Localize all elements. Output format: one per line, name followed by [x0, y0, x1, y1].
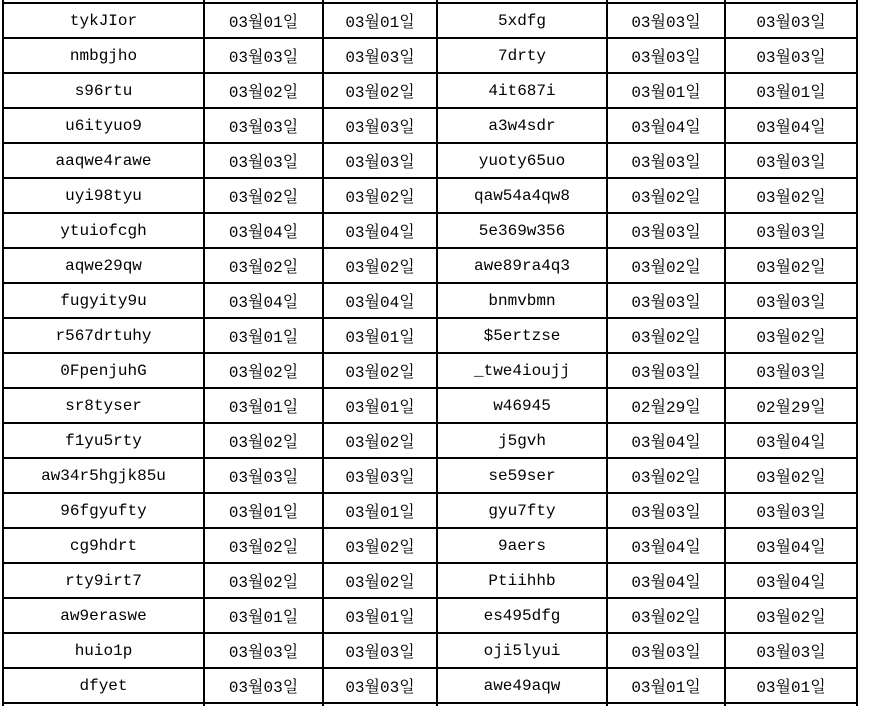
table-row — [4, 249, 858, 284]
cell-date-left-2[interactable]: 03월02일 — [324, 354, 438, 389]
cell-name-right[interactable]: a3w4sdr — [438, 109, 608, 144]
table-row — [4, 459, 858, 494]
cell-date-left-1[interactable]: 03월03일 — [205, 39, 324, 74]
cell-date-left-1[interactable]: 03월01일 — [205, 4, 324, 39]
cell-date-left-1[interactable]: 03월03일 — [205, 634, 324, 669]
cell-date-left-2[interactable]: 03월01일 — [324, 319, 438, 354]
cell-date-left-2[interactable]: 03월03일 — [324, 144, 438, 179]
cell-date-left-2[interactable]: 03월03일 — [324, 669, 438, 704]
cell-name-left[interactable]: ytuiofcgh — [4, 214, 205, 249]
cell-date-right-1[interactable]: 03월03일 — [608, 39, 726, 74]
cell-date-left-2[interactable]: 03월01일 — [324, 389, 438, 424]
cell-date-left-2[interactable]: 03월03일 — [324, 109, 438, 144]
cell-name-right[interactable]: _twe4ioujj — [438, 354, 608, 389]
cell-name-right[interactable]: w46945 — [438, 389, 608, 424]
cell-date-right-1[interactable]: 03월03일 — [608, 634, 726, 669]
cell-date-left-2[interactable]: 03월01일 — [324, 4, 438, 39]
cell-date-right-1[interactable]: 03월01일 — [608, 669, 726, 704]
table-row — [4, 74, 858, 109]
cell-date-right-1[interactable]: 03월02일 — [608, 249, 726, 284]
cell-date-right-2[interactable]: 03월04일 — [726, 564, 858, 599]
cell-date-right-1[interactable]: 03월04일 — [608, 564, 726, 599]
cell-name-left[interactable]: cg9hdrt — [4, 529, 205, 564]
table-row — [4, 529, 858, 564]
cell-date-left-2[interactable]: 03월02일 — [324, 564, 438, 599]
cell-name-left[interactable]: aw34r5hgjk85u — [4, 459, 205, 494]
cell-name-right[interactable]: awe49aqw — [438, 669, 608, 704]
cell-date-right-1[interactable]: 03월03일 — [608, 354, 726, 389]
cell-date-left-2[interactable]: 03월02일 — [324, 179, 438, 214]
cell-date-left-1[interactable]: 03월01일 — [205, 389, 324, 424]
cell-name-right[interactable]: yuoty65uo — [438, 144, 608, 179]
cell-date-right-1[interactable]: 03월03일 — [608, 4, 726, 39]
cell-date-left-1[interactable]: 03월02일 — [205, 74, 324, 109]
cell-name-right[interactable]: se59ser — [438, 459, 608, 494]
cell-date-left-1[interactable]: 03월02일 — [205, 179, 324, 214]
cell-name-right[interactable]: j5gvh — [438, 424, 608, 459]
cell-date-left-1[interactable]: 03월04일 — [205, 214, 324, 249]
cell-date-right-2[interactable]: 02월29일 — [726, 389, 858, 424]
cell-date-right-1[interactable]: 03월01일 — [608, 74, 726, 109]
cell-date-right-1[interactable]: 03월04일 — [608, 424, 726, 459]
cell-date-left-1[interactable]: 03월03일 — [205, 144, 324, 179]
cell-date-left-2[interactable]: 03월02일 — [324, 424, 438, 459]
cell-date-left-2[interactable]: 03월02일 — [324, 249, 438, 284]
cell-date-left-2[interactable]: 03월03일 — [324, 459, 438, 494]
cell-date-right-2[interactable]: 03월04일 — [726, 529, 858, 564]
cell-date-left-2[interactable]: 03월04일 — [324, 284, 438, 319]
cell-date-right-1[interactable]: 03월04일 — [608, 529, 726, 564]
cell-name-right[interactable]: oji5lyui — [438, 634, 608, 669]
cell-name-left[interactable]: r567drtuhy — [4, 319, 205, 354]
cell-name-left[interactable]: aaqwe4rawe — [4, 144, 205, 179]
cell-name-right[interactable]: es495dfg — [438, 599, 608, 634]
cell-date-left-1[interactable]: 03월02일 — [205, 354, 324, 389]
cell-date-left-2[interactable]: 03월01일 — [324, 599, 438, 634]
cell-date-left-2[interactable]: 03월02일 — [324, 74, 438, 109]
table-row — [4, 634, 858, 669]
data-table-wrapper — [2, 0, 858, 706]
cell-date-right-2[interactable]: 03월03일 — [726, 354, 858, 389]
cell-date-right-2[interactable]: 03월02일 — [726, 179, 858, 214]
cell-date-right-2[interactable]: 03월04일 — [726, 109, 858, 144]
cell-date-left-2[interactable]: 03월04일 — [324, 214, 438, 249]
cell-name-left[interactable]: f1yu5rty — [4, 424, 205, 459]
cell-date-right-2[interactable]: 03월02일 — [726, 459, 858, 494]
cell-date-right-1[interactable]: 03월03일 — [608, 144, 726, 179]
cell-name-right[interactable]: 5xdfg — [438, 4, 608, 39]
right-gutter — [858, 0, 870, 706]
table-row — [4, 564, 858, 599]
cell-date-left-2[interactable]: 03월03일 — [324, 634, 438, 669]
cell-date-left-1[interactable]: 03월03일 — [205, 459, 324, 494]
cell-name-left[interactable]: s96rtu — [4, 74, 205, 109]
cell-date-left-1[interactable]: 03월04일 — [205, 284, 324, 319]
table-row — [4, 4, 858, 39]
cell-name-right[interactable]: 9aers — [438, 529, 608, 564]
cell-date-left-1[interactable]: 03월02일 — [205, 424, 324, 459]
cell-name-left[interactable]: uyi98tyu — [4, 179, 205, 214]
cell-date-right-1[interactable]: 02월29일 — [608, 389, 726, 424]
cell-name-left[interactable]: aqwe29qw — [4, 249, 205, 284]
table-row — [4, 389, 858, 424]
cell-date-left-1[interactable]: 03월01일 — [205, 319, 324, 354]
cell-date-right-2[interactable]: 03월01일 — [726, 74, 858, 109]
cell-name-right[interactable]: 7drty — [438, 39, 608, 74]
cell-name-right[interactable]: Ptiihhb — [438, 564, 608, 599]
cell-name-left[interactable]: sr8tyser — [4, 389, 205, 424]
cell-name-left[interactable]: tykJIor — [4, 4, 205, 39]
cell-name-left[interactable]: rty9irt7 — [4, 564, 205, 599]
cell-date-left-1[interactable]: 03월01일 — [205, 599, 324, 634]
table-row — [4, 669, 858, 704]
cell-date-right-1[interactable]: 03월02일 — [608, 599, 726, 634]
cell-name-right[interactable]: awe89ra4q3 — [438, 249, 608, 284]
cell-date-right-1[interactable]: 03월03일 — [608, 494, 726, 529]
cell-date-left-1[interactable]: 03월03일 — [205, 669, 324, 704]
cell-date-right-1[interactable]: 03월02일 — [608, 319, 726, 354]
table-row — [4, 494, 858, 529]
cell-date-right-1[interactable]: 03월02일 — [608, 459, 726, 494]
table-row — [4, 424, 858, 459]
cell-name-right[interactable]: bnmvbmn — [438, 284, 608, 319]
cell-name-left[interactable]: 96fgyufty — [4, 494, 205, 529]
cell-date-right-2[interactable]: 03월03일 — [726, 284, 858, 319]
cell-name-right[interactable]: 4it687i — [438, 74, 608, 109]
cell-name-right[interactable]: qaw54a4qw8 — [438, 179, 608, 214]
table-row — [4, 144, 858, 179]
cell-date-right-2[interactable]: 03월03일 — [726, 39, 858, 74]
cell-date-right-1[interactable]: 03월02일 — [608, 179, 726, 214]
table-row — [4, 109, 858, 144]
table-row — [4, 599, 858, 634]
cell-name-left[interactable]: fugyity9u — [4, 284, 205, 319]
cell-date-left-1[interactable]: 03월02일 — [205, 249, 324, 284]
cell-name-left[interactable]: 0FpenjuhG — [4, 354, 205, 389]
cell-date-right-1[interactable]: 03월03일 — [608, 214, 726, 249]
table-row — [4, 354, 858, 389]
cell-date-right-2[interactable]: 03월03일 — [726, 634, 858, 669]
cell-name-left[interactable]: huio1p — [4, 634, 205, 669]
cell-date-left-2[interactable]: 03월03일 — [324, 39, 438, 74]
cell-date-right-2[interactable]: 03월04일 — [726, 424, 858, 459]
cell-name-right[interactable]: gyu7fty — [438, 494, 608, 529]
cell-date-right-2[interactable]: 03월02일 — [726, 319, 858, 354]
cell-name-left[interactable]: u6ityuo9 — [4, 109, 205, 144]
cell-date-right-2[interactable]: 03월03일 — [726, 494, 858, 529]
cell-date-right-2[interactable]: 03월02일 — [726, 249, 858, 284]
cell-date-left-1[interactable]: 03월02일 — [205, 529, 324, 564]
cell-date-right-2[interactable]: 03월03일 — [726, 214, 858, 249]
cell-date-right-2[interactable]: 03월03일 — [726, 4, 858, 39]
cell-date-right-1[interactable]: 03월03일 — [608, 284, 726, 319]
cell-date-right-2[interactable]: 03월02일 — [726, 599, 858, 634]
table-row — [4, 214, 858, 249]
cell-date-right-2[interactable]: 03월03일 — [726, 144, 858, 179]
cell-date-left-1[interactable]: 03월01일 — [205, 494, 324, 529]
cell-date-right-2[interactable]: 03월01일 — [726, 669, 858, 704]
table-row — [4, 39, 858, 74]
cell-date-left-2[interactable]: 03월02일 — [324, 529, 438, 564]
cell-name-left[interactable]: aw9eraswe — [4, 599, 205, 634]
cell-name-right[interactable]: $5ertzse — [438, 319, 608, 354]
table-row — [4, 179, 858, 214]
table-row — [4, 284, 858, 319]
cell-date-left-1[interactable]: 03월03일 — [205, 109, 324, 144]
table-row — [4, 319, 858, 354]
cell-name-left[interactable]: dfyet — [4, 669, 205, 704]
cell-name-right[interactable]: 5e369w356 — [438, 214, 608, 249]
cell-date-left-1[interactable]: 03월02일 — [205, 564, 324, 599]
cell-date-right-1[interactable]: 03월04일 — [608, 109, 726, 144]
cell-date-left-2[interactable]: 03월01일 — [324, 494, 438, 529]
cell-name-left[interactable]: nmbgjho — [4, 39, 205, 74]
data-table — [2, 0, 858, 706]
